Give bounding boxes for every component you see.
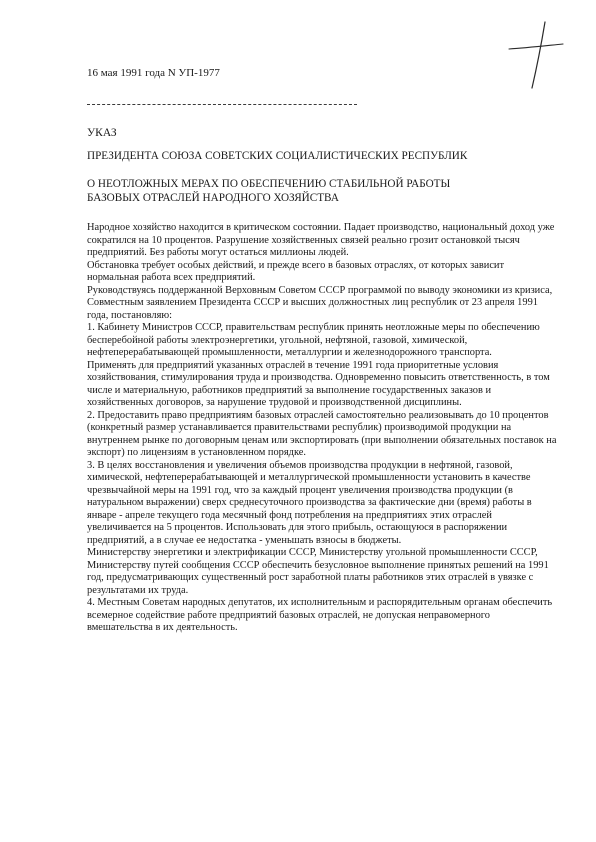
decree-title xyxy=(87,177,517,205)
decree-title-line-1: О НЕОТЛОЖНЫХ МЕРАХ ПО ОБЕСПЕЧЕНИЮ СТАБИЛЬНОЙ РАБОТЫ xyxy=(87,178,451,190)
handwritten-mark xyxy=(505,18,565,90)
preamble-paragraph: Руководствуясь поддержанной Верховным Советом СССР программой по выводу экономики из кризиса, Совместным заявлением Президента СССР и высших должностных лиц республик от 23 апреля 1991 года, постановляю: xyxy=(87,284,553,321)
decree-date-number: 16 мая 1991 года N УП-1977 xyxy=(87,67,220,79)
clause-3: 3. В целях восстановления и увеличения объемов производства продукции в нефтяной, газовой, химической, нефтеперерабатывающей и металлургической промышленности установить в качестве чрезвычайной меры на 1991 год, что за каждый процент увеличения производства продукции (в натуральном выражении) сверх среднесуточного производства за фактические дни (время) работы в январе - апреле текущего года месячный фонд потребления на предприятиях этих отраслей увеличивается на 5 процентов. Использовать для этого прибыль, остающуюся в распоряжении предприятий, а в случае ее недостатка - уменьшать взносы в бюджеты. xyxy=(87,459,532,546)
clause-2: 2. Предоставить право предприятиям базовых отраслей самостоятельно реализовывать до 10 процентов (конкретный размер устанавливается правительствами республик) производимой продукции на внутреннем рынке по договорным ценам или экспортировать (при выполнении обязательных поставок на экспорт) по лицензиям в установленном порядке. xyxy=(87,409,557,458)
decree-body xyxy=(87,222,557,635)
clause-1-continued: Применять для предприятий указанных отраслей в течение 1991 года приоритетные условия хозяйствования, стимулирования труда и производства. Одновременно повысить ответственность, в том числе и материальную, работников предприятий за выполнение государственных заказов и хозяйственных договоров, за нарушение трудовой и производственной дисциплины. xyxy=(87,359,550,408)
document-kind: УКАЗ xyxy=(87,127,117,139)
issuing-authority: ПРЕЗИДЕНТА СОЮЗА СОВЕТСКИХ СОЦИАЛИСТИЧЕСКИХ РЕСПУБЛИК xyxy=(87,150,468,162)
preamble-paragraph: Народное хозяйство находится в критическом состоянии. Падает производство, национальный доход уже сократился на 10 процентов. Разрушение хозяйственных связей реально грозит остановкой тысяч предприятий. Без работы могут остаться миллионы людей. xyxy=(87,222,555,258)
clause-3-continued: Министерству энергетики и электрификации СССР, Министерству угольной промышленности СССР, Министерству путей сообщения СССР обеспечить безусловное выполнение принятых решений на 1991 год, предусматривающих существенный рост заработной платы работников этих отраслей в увязке с результатами их труда. xyxy=(87,547,549,596)
decree-title-line-2: БАЗОВЫХ ОТРАСЛЕЙ НАРОДНОГО ХОЗЯЙСТВА xyxy=(87,192,339,204)
clause-4: 4. Местным Советам народных депутатов, их исполнительным и распорядительным органам обеспечить всемерное содействие работе предприятий базовых отраслей, не допуская неправомерного вмешательства в их деятельность. xyxy=(87,597,553,633)
preamble-paragraph: Обстановка требует особых действий, и прежде всего в базовых отраслях, от которых зависит нормальная работа всех предприятий. xyxy=(87,259,505,283)
separator-line xyxy=(87,104,357,105)
clause-1: 1. Кабинету Министров СССР, правительствам республик принять неотложные меры по обеспечению бесперебойной работы электроэнергетики, угольной, нефтяной, газовой, химической, нефтеперерабатывающей промышленности, металлургии и железнодорожного транспорта. xyxy=(87,322,540,358)
